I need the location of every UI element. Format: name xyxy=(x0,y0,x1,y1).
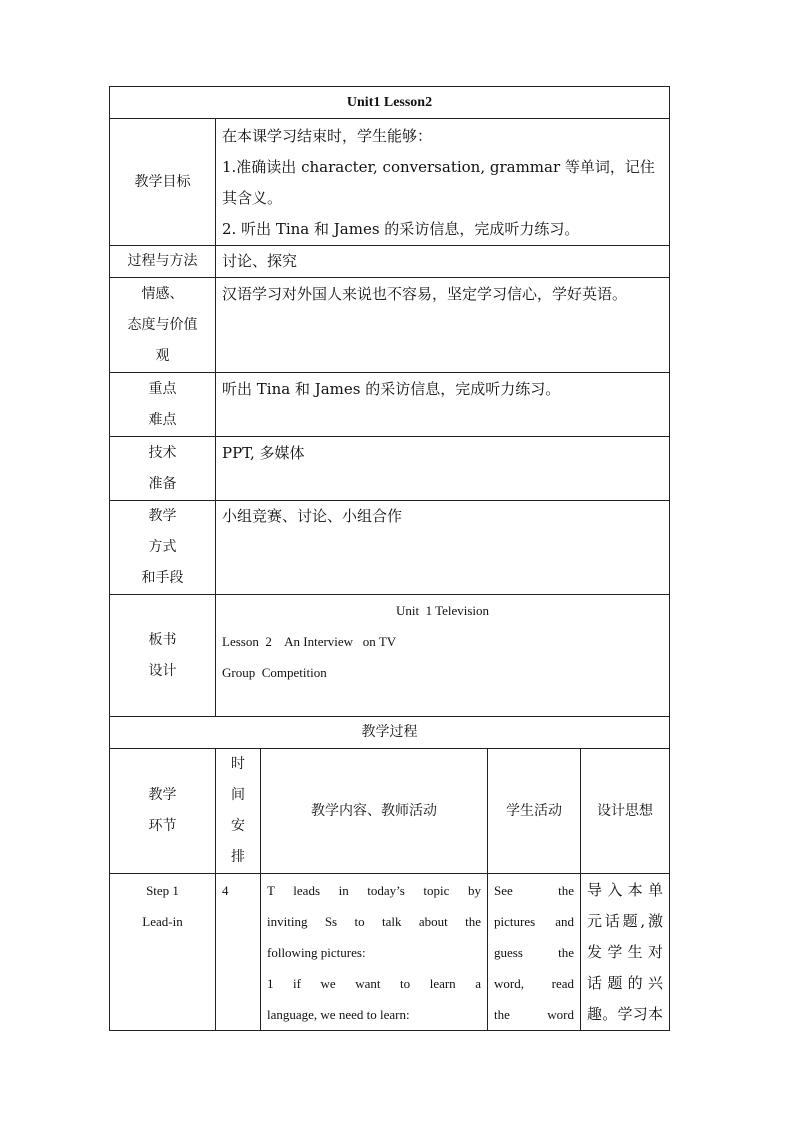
board-label-line: 板书 xyxy=(148,631,177,648)
board-cell xyxy=(216,595,670,717)
emotion-label-line: 观 xyxy=(155,348,170,364)
board-label-line: 设计 xyxy=(148,662,177,679)
process-header: 教学过程 xyxy=(110,717,670,749)
objectives-cell xyxy=(216,119,670,246)
step1-content-line: language, we need to learn: xyxy=(267,1007,410,1022)
objectives-label: 教学目标 xyxy=(110,119,216,246)
step1-stage xyxy=(110,874,216,1031)
step1-student-line: guess the xyxy=(494,945,574,960)
objectives-line: 2. 听出 Tina 和 James 的采访信息，完成听力练习。 xyxy=(222,220,580,238)
key-points-label xyxy=(110,373,216,437)
col-time-line: 安 xyxy=(231,818,245,834)
step1-content-line: inviting Ss to talk about the xyxy=(267,914,481,929)
key-points-label-line: 难点 xyxy=(148,412,177,428)
step1-content-line: 1 if we want to learn a xyxy=(267,976,481,991)
step1-time: 4 xyxy=(222,883,229,898)
objectives-line: 1.准确读出 character, conversation, grammar 等单词，记住其含义。 xyxy=(222,158,655,207)
step1-student-cell xyxy=(488,874,581,1031)
col-time-line: 间 xyxy=(231,787,245,803)
key-points-label-line: 重点 xyxy=(148,381,177,397)
step1-design-cell xyxy=(581,874,670,1031)
board-label xyxy=(110,595,216,717)
col-stage-header xyxy=(110,749,216,874)
tech-label xyxy=(110,437,216,501)
step1-student-line: See the xyxy=(494,883,574,898)
key-points-value: 听出 Tina 和 James 的采访信息，完成听力练习。 xyxy=(222,380,561,398)
process-method-value: 讨论、探究 xyxy=(222,252,298,270)
emotion-label-line: 情感、 xyxy=(141,286,184,302)
method-label xyxy=(110,501,216,595)
tech-cell xyxy=(216,437,670,501)
process-method-cell xyxy=(216,246,670,278)
col-content-header: 教学内容、教师活动 xyxy=(261,749,488,874)
key-points-cell xyxy=(216,373,670,437)
step1-content-line: following pictures: xyxy=(267,945,366,960)
col-time-line: 排 xyxy=(231,849,245,865)
tech-value: PPT, 多媒体 xyxy=(222,444,305,462)
step1-time-cell xyxy=(216,874,261,1031)
process-method-label: 过程与方法 xyxy=(110,246,216,278)
emotion-label xyxy=(110,278,216,373)
step1-design-line: 元话题,激 xyxy=(587,912,664,930)
step1-design-line: 发学生对 xyxy=(587,943,664,961)
step1-stage-line: Lead-in xyxy=(142,914,183,929)
method-cell xyxy=(216,501,670,595)
emotion-value: 汉语学习对外国人来说也不容易，坚定学习信心，学好英语。 xyxy=(222,285,628,303)
board-lesson-line: Lesson 2 An Interview on TV xyxy=(222,634,397,649)
lesson-plan-table xyxy=(109,86,670,1031)
tech-label-line: 准备 xyxy=(148,476,177,492)
step1-content-line: T leads in today’s topic by xyxy=(267,883,481,898)
step1-student-line: the word xyxy=(494,1007,574,1022)
method-label-line: 教学 xyxy=(148,508,177,524)
step1-design-line: 话题的兴 xyxy=(587,974,664,992)
step1-design-line: 趣。学习本 xyxy=(587,1005,664,1023)
tech-label-line: 技术 xyxy=(148,445,177,461)
board-unit-line: Unit 1 Television xyxy=(395,603,490,618)
step1-student-line: pictures and xyxy=(494,914,574,929)
method-label-line: 和手段 xyxy=(141,570,184,586)
col-design-header: 设计思想 xyxy=(581,749,670,874)
method-label-line: 方式 xyxy=(148,539,177,555)
emotion-cell xyxy=(216,278,670,373)
emotion-label-line: 态度与价值 xyxy=(127,317,198,333)
step1-student-line: word, read xyxy=(494,976,574,991)
step1-stage-line: Step 1 xyxy=(146,883,179,898)
col-time-line: 时 xyxy=(231,756,245,772)
step1-content-cell xyxy=(261,874,488,1031)
lesson-title: Unit1 Lesson2 xyxy=(110,87,670,119)
col-time-header xyxy=(216,749,261,874)
objectives-line: 在本课学习结束时，学生能够： xyxy=(222,127,433,145)
step1-design-line: 导入本单 xyxy=(587,881,664,899)
method-value: 小组竞赛、讨论、小组合作 xyxy=(222,507,403,525)
board-group-line: Group Competition xyxy=(222,665,327,680)
col-stage-line: 环节 xyxy=(148,818,177,834)
col-student-header: 学生活动 xyxy=(488,749,581,874)
col-stage-line: 教学 xyxy=(148,787,177,803)
